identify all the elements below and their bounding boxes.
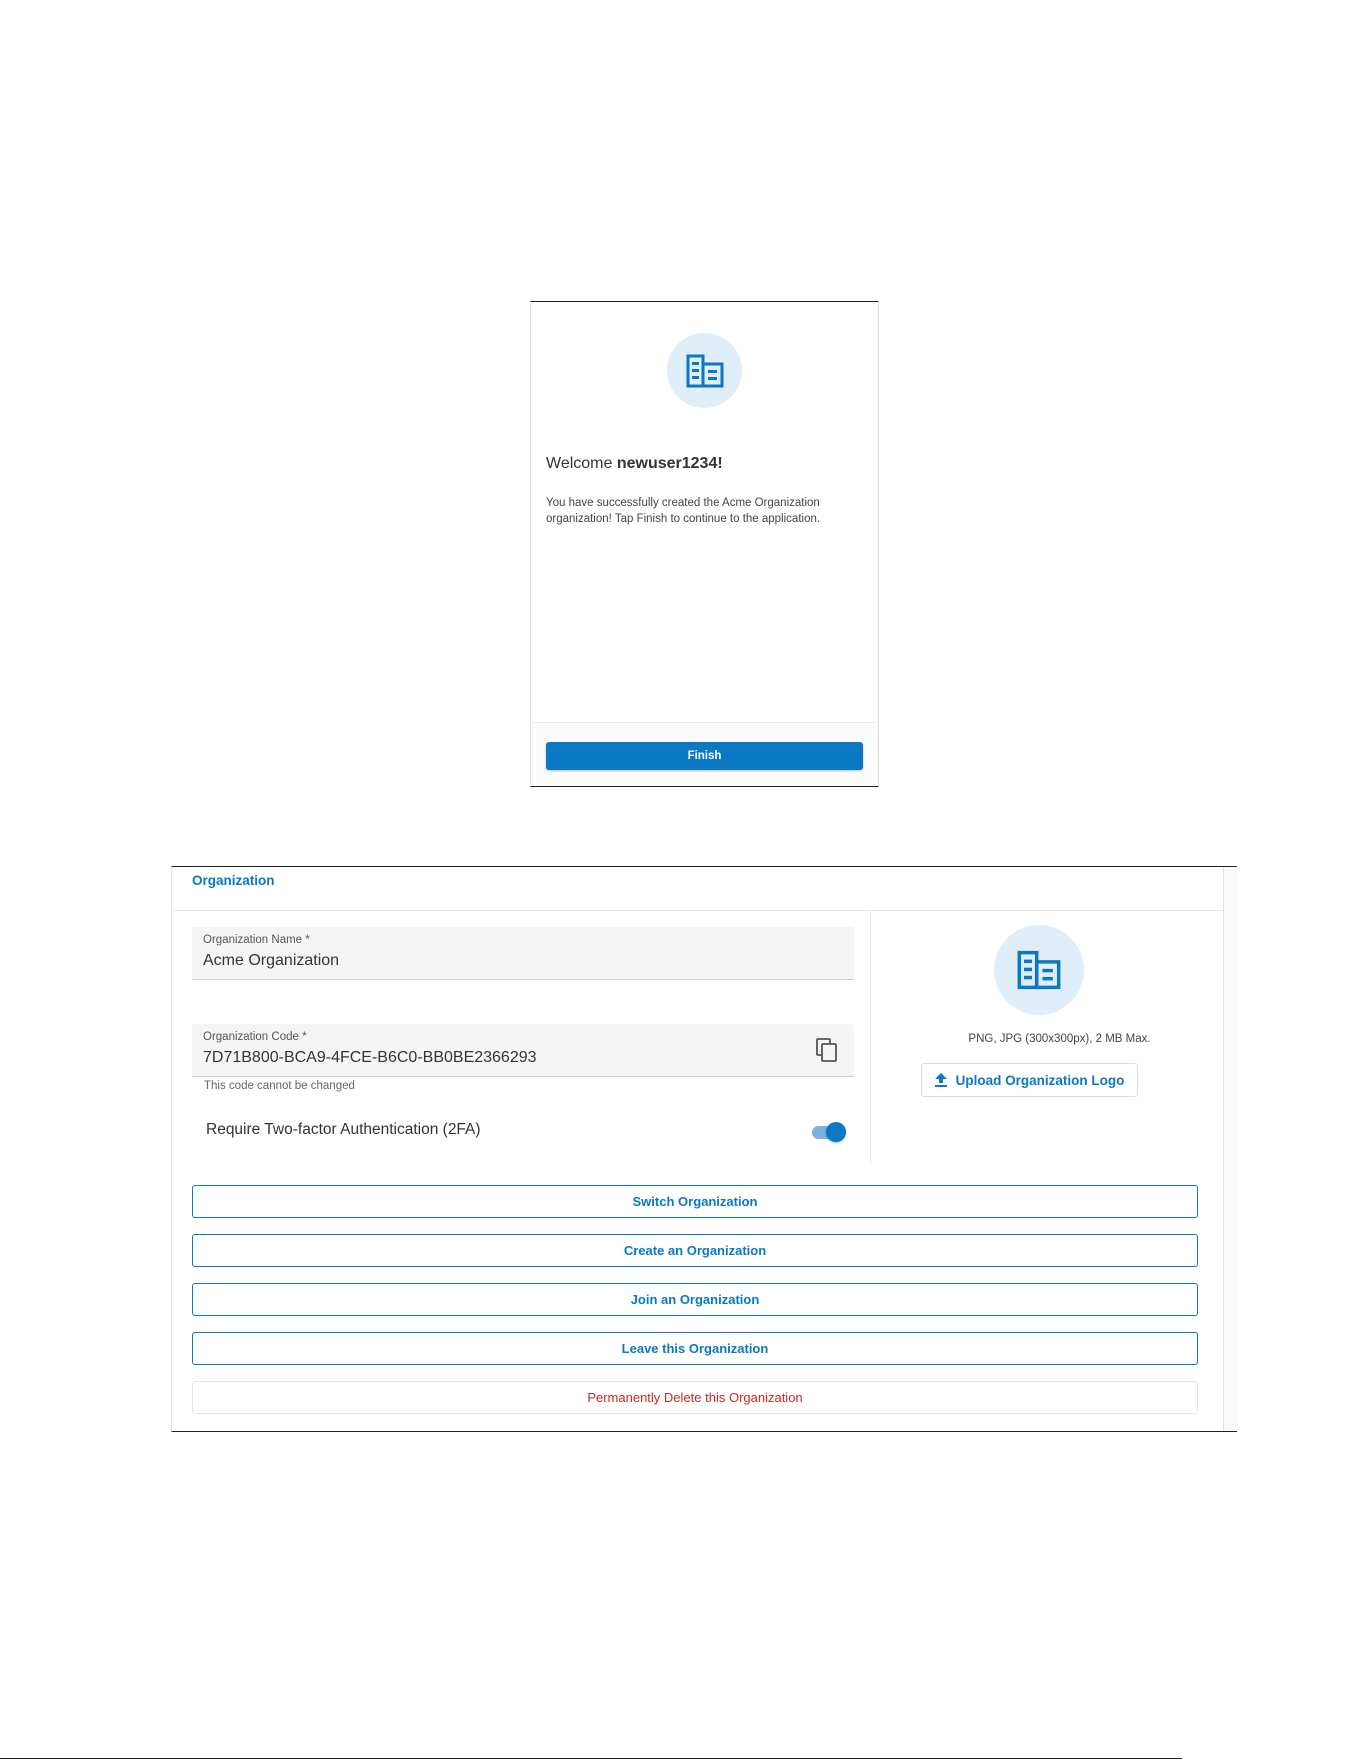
organization-code-hint: This code cannot be changed [204, 1080, 355, 1092]
organization-name-input[interactable] [203, 952, 763, 970]
finish-button[interactable]: Finish [546, 742, 863, 770]
welcome-greeting: Welcome [546, 455, 613, 472]
panel-scroll-edge [1223, 867, 1237, 1431]
copy-icon[interactable] [816, 1038, 838, 1062]
organization-name-label: Organization Name * [203, 934, 310, 946]
delete-organization-button[interactable]: Permanently Delete this Organization [192, 1381, 1198, 1414]
organization-panel [171, 866, 1237, 1432]
welcome-exclaim: ! [717, 455, 723, 472]
toggle-knob [826, 1122, 846, 1142]
create-organization-button[interactable]: Create an Organization [192, 1234, 1198, 1267]
organization-code-label: Organization Code * [203, 1031, 307, 1043]
welcome-title [546, 455, 723, 473]
building-icon [1017, 950, 1061, 990]
organization-logo [994, 925, 1084, 1015]
column-divider [870, 911, 871, 1163]
welcome-message: You have successfully created the Acme Organization organization! Tap Finish to continue to the application. [546, 497, 821, 525]
organization-name-field[interactable] [192, 927, 854, 980]
welcome-username: newuser1234 [616, 455, 718, 472]
organization-code-field [192, 1024, 854, 1077]
upload-logo-label: Upload Organization Logo [955, 1072, 1125, 1088]
organization-code-input[interactable] [203, 1049, 763, 1067]
leave-organization-button[interactable]: Leave this Organization [192, 1332, 1198, 1365]
twofa-toggle[interactable] [810, 1122, 846, 1142]
organization-header-title: Organization [192, 873, 275, 888]
twofa-label: Require Two-factor Authentication (2FA) [206, 1121, 481, 1138]
page-bottom-rule [0, 1758, 1182, 1759]
welcome-footer [531, 722, 878, 786]
logo-format-hint: PNG, JPG (300x300px), 2 MB Max. [968, 1033, 1151, 1045]
welcome-avatar [667, 333, 742, 408]
welcome-card [530, 301, 879, 787]
join-organization-button[interactable]: Join an Organization [192, 1283, 1198, 1316]
building-icon [686, 354, 724, 388]
upload-icon [935, 1073, 947, 1087]
organization-header [172, 867, 1223, 911]
switch-organization-button[interactable]: Switch Organization [192, 1185, 1198, 1218]
upload-logo-button[interactable] [921, 1063, 1138, 1097]
